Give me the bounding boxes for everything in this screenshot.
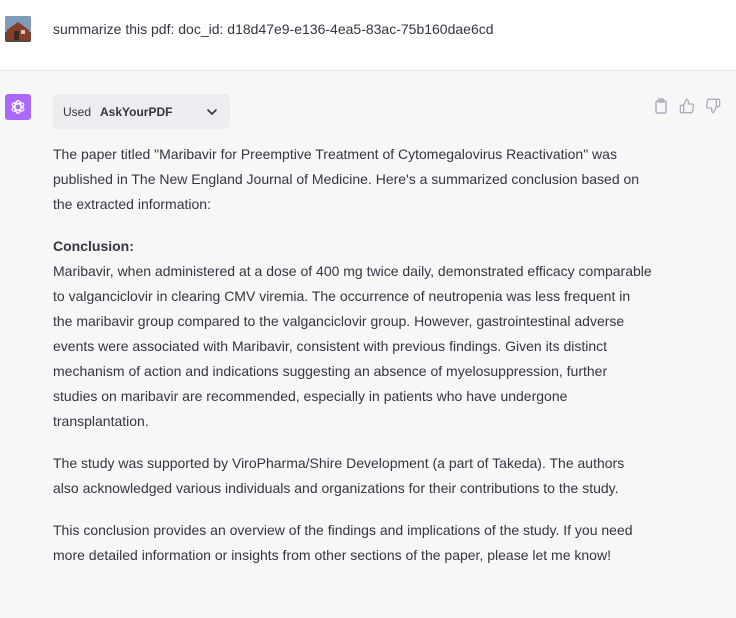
chevron-down-icon <box>206 106 218 118</box>
plugin-used-label: Used <box>63 104 92 119</box>
summary-intro-paragraph: The paper titled "Maribavir for Preemptive Treatment of Cytomegalovirus Reactivation" was published in The New England Journal of Medicine. Here's a summarized conclusion based on the extracted information: <box>53 146 640 212</box>
copy-button[interactable] <box>651 97 671 115</box>
user-message-text: summarize this pdf: doc_id: d18d47e9-e136-4ea5-83ac-75b160dae6cd <box>53 21 494 37</box>
user-message-row <box>0 0 736 71</box>
plugin-used-toggle[interactable] <box>53 94 230 129</box>
thumbs-up-button[interactable] <box>677 97 697 115</box>
thumbs-up-icon <box>679 98 695 114</box>
clipboard-icon <box>654 98 668 114</box>
assistant-message-content <box>53 142 653 585</box>
conclusion-heading: Conclusion: <box>53 238 134 254</box>
conclusion-body: Maribavir, when administered at a dose of 400 mg twice daily, demonstrated efficacy comparable to valganciclovir in clearing CMV viremia. The occurrence of neutropenia was less frequent in the maribavir group compared to the valganciclovir group. However, gastrointestinal adverse events were associated with Maribavir, consistent with previous findings. Given its distinct mechanism of action and indications suggesting an absence of myelosuppression, further studies on maribavir are recommended, especially in patients who have undergone transplantation. <box>53 263 652 429</box>
support-paragraph: The study was supported by ViroPharma/Shire Development (a part of Takeda). The authors also acknowledged various individuals and organizations for their contributions to the study. <box>53 455 625 496</box>
openai-logo-icon <box>5 94 31 120</box>
message-actions <box>651 97 723 115</box>
thumbs-down-button[interactable] <box>703 97 723 115</box>
closing-paragraph: This conclusion provides an overview of the findings and implications of the study. If you need more detailed information or insights from other sections of the paper, please let me know! <box>53 522 633 563</box>
plugin-name: AskYourPDF <box>100 104 173 119</box>
conclusion-paragraph <box>53 234 653 434</box>
thumbs-down-icon <box>705 98 721 114</box>
user-avatar <box>5 16 31 42</box>
assistant-message-row <box>0 71 736 618</box>
